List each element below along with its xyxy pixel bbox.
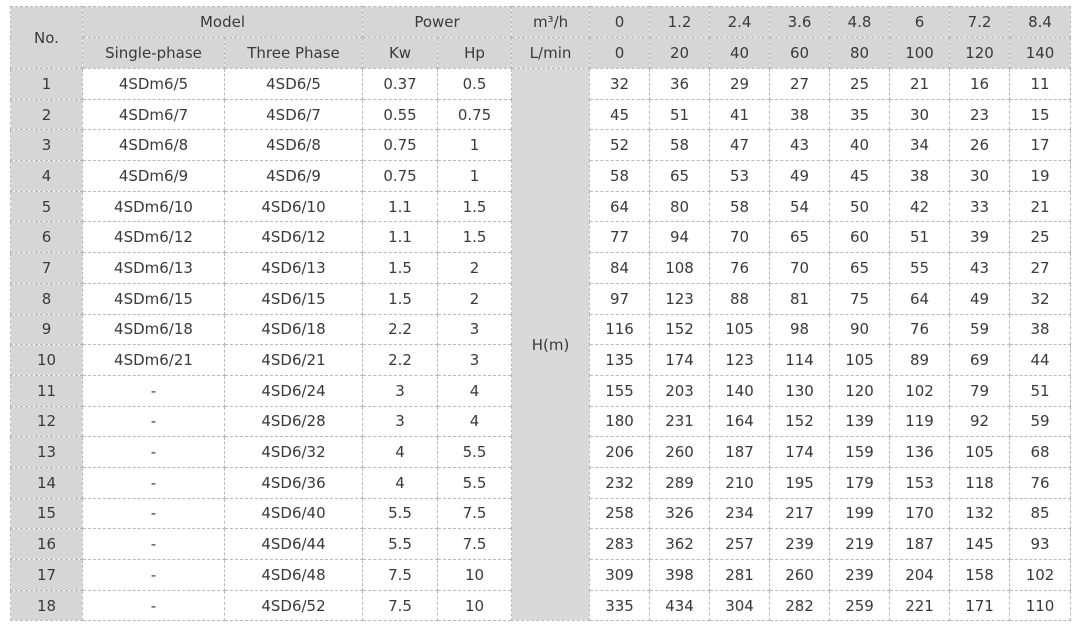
cell-kw: 1.5 xyxy=(363,253,438,284)
cell-head-value: 114 xyxy=(770,345,830,376)
cell-head-value: 30 xyxy=(890,99,950,130)
cell-head-value: 51 xyxy=(1010,375,1071,406)
cell-head-value: 54 xyxy=(770,191,830,222)
header-kw: Kw xyxy=(363,38,438,69)
cell-head-value: 11 xyxy=(1010,69,1071,100)
cell-three-phase-model: 4SD6/36 xyxy=(225,467,363,498)
head-label-cell: H(m) xyxy=(512,69,590,621)
cell-kw: 5.5 xyxy=(363,498,438,529)
cell-head-value: 60 xyxy=(830,222,890,253)
cell-head-value: 219 xyxy=(830,529,890,560)
cell-head-value: 15 xyxy=(1010,99,1071,130)
cell-kw: 1.1 xyxy=(363,191,438,222)
cell-no: 14 xyxy=(11,467,83,498)
cell-head-value: 19 xyxy=(1010,161,1071,192)
cell-single-phase-model: - xyxy=(83,375,225,406)
cell-head-value: 88 xyxy=(710,283,770,314)
cell-no: 10 xyxy=(11,345,83,376)
cell-head-value: 21 xyxy=(1010,191,1071,222)
cell-no: 17 xyxy=(11,560,83,591)
header-flow-m3h: 7.2 xyxy=(950,7,1010,38)
cell-three-phase-model: 4SD6/9 xyxy=(225,161,363,192)
header-power: Power xyxy=(363,7,512,38)
cell-head-value: 289 xyxy=(650,467,710,498)
cell-head-value: 102 xyxy=(1010,560,1071,591)
cell-kw: 4 xyxy=(363,437,438,468)
cell-head-value: 119 xyxy=(890,406,950,437)
cell-three-phase-model: 4SD6/7 xyxy=(225,99,363,130)
cell-no: 2 xyxy=(11,99,83,130)
header-flow-m3h: 3.6 xyxy=(770,7,830,38)
cell-head-value: 92 xyxy=(950,406,1010,437)
header-flow-m3h-label: m³/h xyxy=(512,7,590,38)
cell-head-value: 174 xyxy=(770,437,830,468)
cell-head-value: 53 xyxy=(710,161,770,192)
cell-head-value: 258 xyxy=(590,498,650,529)
cell-head-value: 136 xyxy=(890,437,950,468)
cell-head-value: 41 xyxy=(710,99,770,130)
cell-no: 4 xyxy=(11,161,83,192)
cell-single-phase-model: - xyxy=(83,498,225,529)
cell-hp: 7.5 xyxy=(438,529,512,560)
cell-head-value: 116 xyxy=(590,314,650,345)
cell-kw: 0.55 xyxy=(363,99,438,130)
cell-head-value: 204 xyxy=(890,560,950,591)
cell-head-value: 25 xyxy=(830,69,890,100)
cell-hp: 1.5 xyxy=(438,222,512,253)
cell-head-value: 203 xyxy=(650,375,710,406)
header-flow-m3h: 4.8 xyxy=(830,7,890,38)
header-flow-m3h: 0 xyxy=(590,7,650,38)
header-row-1 xyxy=(11,7,1071,38)
cell-hp: 5.5 xyxy=(438,437,512,468)
cell-head-value: 304 xyxy=(710,590,770,621)
cell-no: 9 xyxy=(11,314,83,345)
cell-single-phase-model: 4SDm6/13 xyxy=(83,253,225,284)
cell-head-value: 58 xyxy=(710,191,770,222)
cell-head-value: 38 xyxy=(1010,314,1071,345)
cell-head-value: 58 xyxy=(590,161,650,192)
cell-head-value: 398 xyxy=(650,560,710,591)
cell-kw: 0.75 xyxy=(363,161,438,192)
cell-single-phase-model: 4SDm6/18 xyxy=(83,314,225,345)
cell-kw: 2.2 xyxy=(363,345,438,376)
cell-head-value: 195 xyxy=(770,467,830,498)
cell-head-value: 42 xyxy=(890,191,950,222)
cell-head-value: 123 xyxy=(710,345,770,376)
cell-single-phase-model: 4SDm6/7 xyxy=(83,99,225,130)
cell-head-value: 38 xyxy=(890,161,950,192)
cell-head-value: 77 xyxy=(590,222,650,253)
cell-head-value: 102 xyxy=(890,375,950,406)
table-row xyxy=(11,69,1071,100)
cell-head-value: 36 xyxy=(650,69,710,100)
cell-head-value: 309 xyxy=(590,560,650,591)
header-flow-lmin: 80 xyxy=(830,38,890,69)
cell-head-value: 234 xyxy=(710,498,770,529)
header-flow-m3h: 8.4 xyxy=(1010,7,1071,38)
cell-head-value: 76 xyxy=(1010,467,1071,498)
cell-head-value: 65 xyxy=(770,222,830,253)
cell-head-value: 152 xyxy=(650,314,710,345)
cell-single-phase-model: - xyxy=(83,590,225,621)
cell-head-value: 187 xyxy=(890,529,950,560)
cell-head-value: 259 xyxy=(830,590,890,621)
cell-head-value: 217 xyxy=(770,498,830,529)
cell-head-value: 51 xyxy=(650,99,710,130)
cell-head-value: 52 xyxy=(590,130,650,161)
cell-head-value: 110 xyxy=(1010,590,1071,621)
cell-head-value: 118 xyxy=(950,467,1010,498)
cell-single-phase-model: 4SDm6/5 xyxy=(83,69,225,100)
cell-hp: 10 xyxy=(438,590,512,621)
cell-head-value: 140 xyxy=(710,375,770,406)
cell-three-phase-model: 4SD6/32 xyxy=(225,437,363,468)
cell-head-value: 152 xyxy=(770,406,830,437)
cell-head-value: 283 xyxy=(590,529,650,560)
cell-hp: 4 xyxy=(438,406,512,437)
cell-head-value: 145 xyxy=(950,529,1010,560)
cell-hp: 0.75 xyxy=(438,99,512,130)
header-flow-m3h: 1.2 xyxy=(650,7,710,38)
cell-head-value: 30 xyxy=(950,161,1010,192)
cell-three-phase-model: 4SD6/13 xyxy=(225,253,363,284)
cell-hp: 4 xyxy=(438,375,512,406)
header-flow-lmin-label: L/min xyxy=(512,38,590,69)
cell-head-value: 139 xyxy=(830,406,890,437)
header-three-phase: Three Phase xyxy=(225,38,363,69)
cell-head-value: 65 xyxy=(830,253,890,284)
cell-no: 11 xyxy=(11,375,83,406)
cell-head-value: 335 xyxy=(590,590,650,621)
cell-head-value: 171 xyxy=(950,590,1010,621)
cell-head-value: 239 xyxy=(830,560,890,591)
cell-head-value: 199 xyxy=(830,498,890,529)
cell-no: 16 xyxy=(11,529,83,560)
cell-hp: 3 xyxy=(438,345,512,376)
cell-head-value: 130 xyxy=(770,375,830,406)
cell-head-value: 76 xyxy=(890,314,950,345)
cell-no: 12 xyxy=(11,406,83,437)
cell-single-phase-model: - xyxy=(83,560,225,591)
cell-no: 18 xyxy=(11,590,83,621)
cell-head-value: 232 xyxy=(590,467,650,498)
cell-head-value: 21 xyxy=(890,69,950,100)
cell-head-value: 35 xyxy=(830,99,890,130)
header-hp: Hp xyxy=(438,38,512,69)
cell-head-value: 64 xyxy=(890,283,950,314)
cell-head-value: 81 xyxy=(770,283,830,314)
cell-head-value: 326 xyxy=(650,498,710,529)
cell-head-value: 49 xyxy=(950,283,1010,314)
header-model: Model xyxy=(83,7,363,38)
cell-head-value: 260 xyxy=(770,560,830,591)
cell-head-value: 39 xyxy=(950,222,1010,253)
cell-hp: 1 xyxy=(438,161,512,192)
cell-head-value: 179 xyxy=(830,467,890,498)
cell-head-value: 50 xyxy=(830,191,890,222)
table-header xyxy=(11,7,1071,69)
cell-head-value: 26 xyxy=(950,130,1010,161)
cell-head-value: 362 xyxy=(650,529,710,560)
cell-head-value: 120 xyxy=(830,375,890,406)
cell-single-phase-model: - xyxy=(83,406,225,437)
header-flow-lmin: 100 xyxy=(890,38,950,69)
cell-three-phase-model: 4SD6/21 xyxy=(225,345,363,376)
header-flow-lmin: 40 xyxy=(710,38,770,69)
cell-head-value: 59 xyxy=(1010,406,1071,437)
header-single-phase: Single-phase xyxy=(83,38,225,69)
cell-hp: 3 xyxy=(438,314,512,345)
cell-head-value: 210 xyxy=(710,467,770,498)
cell-kw: 1.1 xyxy=(363,222,438,253)
cell-hp: 5.5 xyxy=(438,467,512,498)
cell-three-phase-model: 4SD6/12 xyxy=(225,222,363,253)
cell-hp: 2 xyxy=(438,283,512,314)
cell-single-phase-model: 4SDm6/9 xyxy=(83,161,225,192)
table-body xyxy=(11,69,1071,621)
header-row-2 xyxy=(11,38,1071,69)
cell-head-value: 123 xyxy=(650,283,710,314)
cell-three-phase-model: 4SD6/10 xyxy=(225,191,363,222)
cell-head-value: 206 xyxy=(590,437,650,468)
header-no: No. xyxy=(11,7,83,69)
cell-head-value: 94 xyxy=(650,222,710,253)
cell-head-value: 27 xyxy=(1010,253,1071,284)
cell-single-phase-model: 4SDm6/8 xyxy=(83,130,225,161)
cell-head-value: 40 xyxy=(830,130,890,161)
cell-head-value: 135 xyxy=(590,345,650,376)
cell-hp: 10 xyxy=(438,560,512,591)
cell-no: 15 xyxy=(11,498,83,529)
cell-single-phase-model: - xyxy=(83,529,225,560)
cell-kw: 2.2 xyxy=(363,314,438,345)
cell-head-value: 132 xyxy=(950,498,1010,529)
cell-kw: 0.75 xyxy=(363,130,438,161)
cell-head-value: 70 xyxy=(710,222,770,253)
cell-head-value: 75 xyxy=(830,283,890,314)
cell-head-value: 45 xyxy=(590,99,650,130)
cell-head-value: 32 xyxy=(590,69,650,100)
cell-head-value: 55 xyxy=(890,253,950,284)
cell-head-value: 281 xyxy=(710,560,770,591)
cell-head-value: 69 xyxy=(950,345,1010,376)
cell-three-phase-model: 4SD6/44 xyxy=(225,529,363,560)
header-flow-lmin: 120 xyxy=(950,38,1010,69)
cell-head-value: 93 xyxy=(1010,529,1071,560)
cell-three-phase-model: 4SD6/5 xyxy=(225,69,363,100)
cell-head-value: 97 xyxy=(590,283,650,314)
cell-three-phase-model: 4SD6/48 xyxy=(225,560,363,591)
header-flow-lmin: 140 xyxy=(1010,38,1071,69)
cell-head-value: 64 xyxy=(590,191,650,222)
cell-head-value: 187 xyxy=(710,437,770,468)
cell-head-value: 44 xyxy=(1010,345,1071,376)
cell-single-phase-model: - xyxy=(83,437,225,468)
header-flow-lmin: 60 xyxy=(770,38,830,69)
cell-head-value: 174 xyxy=(650,345,710,376)
cell-head-value: 59 xyxy=(950,314,1010,345)
cell-three-phase-model: 4SD6/52 xyxy=(225,590,363,621)
cell-hp: 1 xyxy=(438,130,512,161)
cell-head-value: 158 xyxy=(950,560,1010,591)
cell-head-value: 79 xyxy=(950,375,1010,406)
cell-head-value: 85 xyxy=(1010,498,1071,529)
cell-head-value: 29 xyxy=(710,69,770,100)
cell-head-value: 34 xyxy=(890,130,950,161)
cell-kw: 7.5 xyxy=(363,590,438,621)
cell-head-value: 282 xyxy=(770,590,830,621)
cell-single-phase-model: 4SDm6/21 xyxy=(83,345,225,376)
cell-head-value: 180 xyxy=(590,406,650,437)
cell-hp: 0.5 xyxy=(438,69,512,100)
cell-head-value: 231 xyxy=(650,406,710,437)
cell-three-phase-model: 4SD6/40 xyxy=(225,498,363,529)
cell-hp: 7.5 xyxy=(438,498,512,529)
cell-three-phase-model: 4SD6/8 xyxy=(225,130,363,161)
cell-head-value: 105 xyxy=(950,437,1010,468)
header-flow-m3h: 2.4 xyxy=(710,7,770,38)
cell-head-value: 70 xyxy=(770,253,830,284)
pump-spec-table-container xyxy=(10,6,1070,621)
cell-head-value: 16 xyxy=(950,69,1010,100)
cell-no: 7 xyxy=(11,253,83,284)
cell-head-value: 159 xyxy=(830,437,890,468)
cell-kw: 7.5 xyxy=(363,560,438,591)
cell-head-value: 153 xyxy=(890,467,950,498)
cell-head-value: 76 xyxy=(710,253,770,284)
cell-head-value: 260 xyxy=(650,437,710,468)
cell-three-phase-model: 4SD6/24 xyxy=(225,375,363,406)
cell-head-value: 98 xyxy=(770,314,830,345)
cell-three-phase-model: 4SD6/18 xyxy=(225,314,363,345)
cell-head-value: 105 xyxy=(830,345,890,376)
cell-head-value: 89 xyxy=(890,345,950,376)
cell-single-phase-model: - xyxy=(83,467,225,498)
header-flow-lmin: 0 xyxy=(590,38,650,69)
cell-head-value: 45 xyxy=(830,161,890,192)
cell-single-phase-model: 4SDm6/12 xyxy=(83,222,225,253)
cell-hp: 1.5 xyxy=(438,191,512,222)
cell-head-value: 80 xyxy=(650,191,710,222)
cell-kw: 4 xyxy=(363,467,438,498)
cell-kw: 3 xyxy=(363,375,438,406)
cell-head-value: 47 xyxy=(710,130,770,161)
cell-head-value: 84 xyxy=(590,253,650,284)
cell-head-value: 33 xyxy=(950,191,1010,222)
cell-head-value: 155 xyxy=(590,375,650,406)
cell-head-value: 221 xyxy=(890,590,950,621)
cell-head-value: 68 xyxy=(1010,437,1071,468)
cell-hp: 2 xyxy=(438,253,512,284)
cell-no: 5 xyxy=(11,191,83,222)
cell-no: 13 xyxy=(11,437,83,468)
cell-three-phase-model: 4SD6/28 xyxy=(225,406,363,437)
cell-three-phase-model: 4SD6/15 xyxy=(225,283,363,314)
cell-head-value: 49 xyxy=(770,161,830,192)
cell-head-value: 23 xyxy=(950,99,1010,130)
cell-head-value: 27 xyxy=(770,69,830,100)
header-flow-lmin: 20 xyxy=(650,38,710,69)
cell-head-value: 239 xyxy=(770,529,830,560)
cell-head-value: 38 xyxy=(770,99,830,130)
cell-head-value: 65 xyxy=(650,161,710,192)
cell-head-value: 170 xyxy=(890,498,950,529)
cell-head-value: 58 xyxy=(650,130,710,161)
cell-head-value: 17 xyxy=(1010,130,1071,161)
cell-kw: 3 xyxy=(363,406,438,437)
cell-head-value: 25 xyxy=(1010,222,1071,253)
cell-no: 3 xyxy=(11,130,83,161)
cell-no: 6 xyxy=(11,222,83,253)
cell-head-value: 32 xyxy=(1010,283,1071,314)
cell-no: 1 xyxy=(11,69,83,100)
cell-head-value: 90 xyxy=(830,314,890,345)
cell-head-value: 434 xyxy=(650,590,710,621)
cell-head-value: 164 xyxy=(710,406,770,437)
header-flow-m3h: 6 xyxy=(890,7,950,38)
cell-kw: 5.5 xyxy=(363,529,438,560)
cell-kw: 1.5 xyxy=(363,283,438,314)
cell-head-value: 43 xyxy=(770,130,830,161)
cell-head-value: 43 xyxy=(950,253,1010,284)
cell-head-value: 51 xyxy=(890,222,950,253)
cell-head-value: 257 xyxy=(710,529,770,560)
cell-single-phase-model: 4SDm6/10 xyxy=(83,191,225,222)
cell-head-value: 108 xyxy=(650,253,710,284)
cell-kw: 0.37 xyxy=(363,69,438,100)
cell-head-value: 105 xyxy=(710,314,770,345)
pump-performance-table xyxy=(10,6,1071,621)
cell-no: 8 xyxy=(11,283,83,314)
cell-single-phase-model: 4SDm6/15 xyxy=(83,283,225,314)
